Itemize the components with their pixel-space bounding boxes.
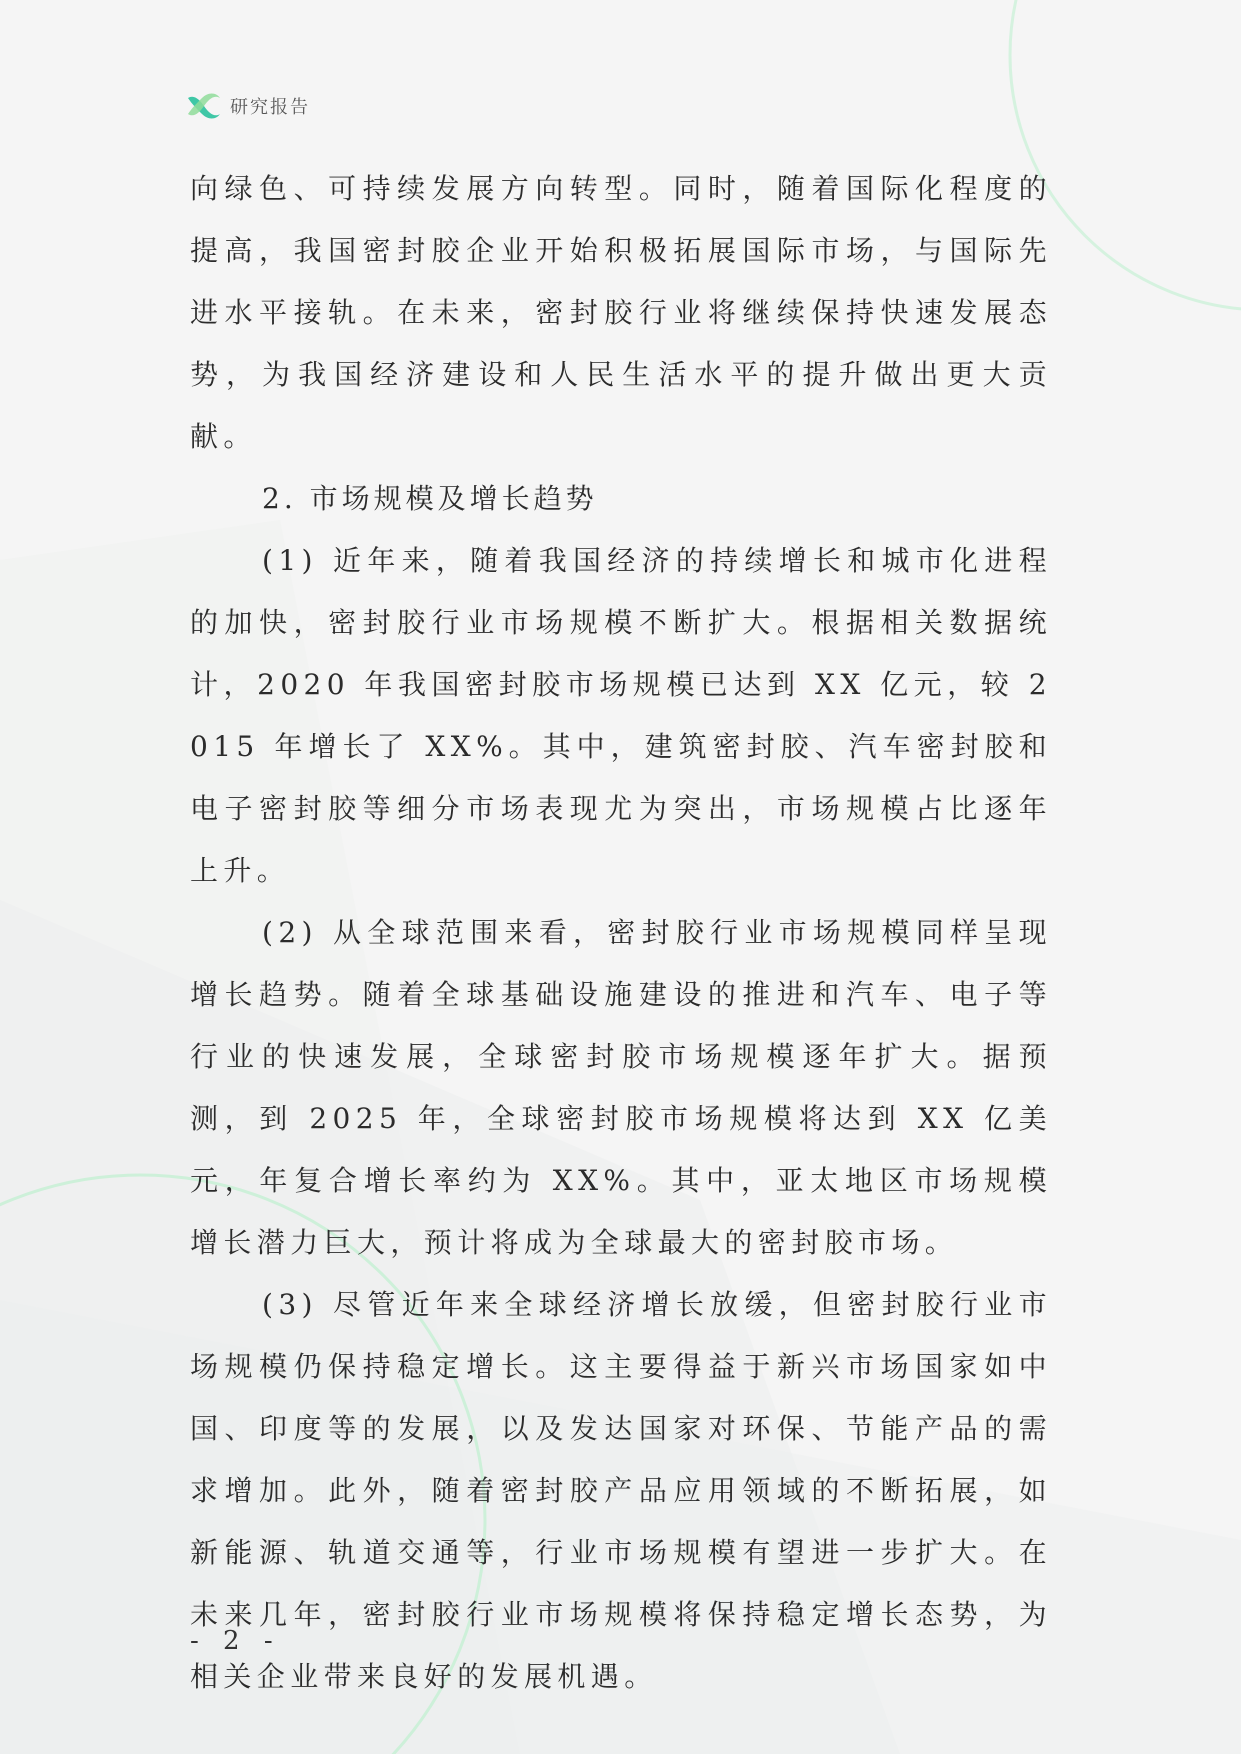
document-body [190, 158, 1052, 1708]
intro-paragraph: 向绿色、可持续发展方向转型。同时，随着国际化程度的提高，我国密封胶企业开始积极拓展国际市场，与国际先进水平接轨。在未来，密封胶行业将继续保持快速发展态势，为我国经济建设和人民生活水平的提升做出更大贡献。 [190, 172, 1052, 453]
logo-icon [186, 90, 222, 122]
section-item-1: (1) 近年来，随着我国经济的持续增长和城市化进程的加快，密封胶行业市场规模不断扩大。根据相关数据统计，2020 年我国密封胶市场规模已达到 XX 亿元，较 2015 年增长了 XX%。其中，建筑密封胶、汽车密封胶和电子密封胶等细分市场表现尤为突出，市场规模占比逐年上升。 [190, 544, 1052, 887]
report-header [186, 86, 310, 126]
section-item-2: (2) 从全球范围来看，密封胶行业市场规模同样呈现增长趋势。随着全球基础设施建设的推进和汽车、电子等行业的快速发展，全球密封胶市场规模逐年扩大。据预测，到 2025 年，全球密封胶市场规模将达到 XX 亿美元，年复合增长率约为 XX%。其中，亚太地区市场规模增长潜力巨大，预计将成为全球最大的密封胶市场。 [190, 916, 1052, 1259]
report-header-title: 研究报告 [230, 97, 310, 118]
section-heading: 2. 市场规模及增长趋势 [262, 482, 598, 515]
page-number: - 2 - [190, 1626, 281, 1656]
section-item-3: (3) 尽管近年来全球经济增长放缓，但密封胶行业市场规模仍保持稳定增长。这主要得益于新兴市场国家如中国、印度等的发展，以及发达国家对环保、节能产品的需求增加。此外，随着密封胶产品应用领域的不断拓展，如新能源、轨道交通等，行业市场规模有望进一步扩大。在未来几年，密封胶行业市场规模将保持稳定增长态势，为相关企业带来良好的发展机遇。 [190, 1288, 1052, 1693]
